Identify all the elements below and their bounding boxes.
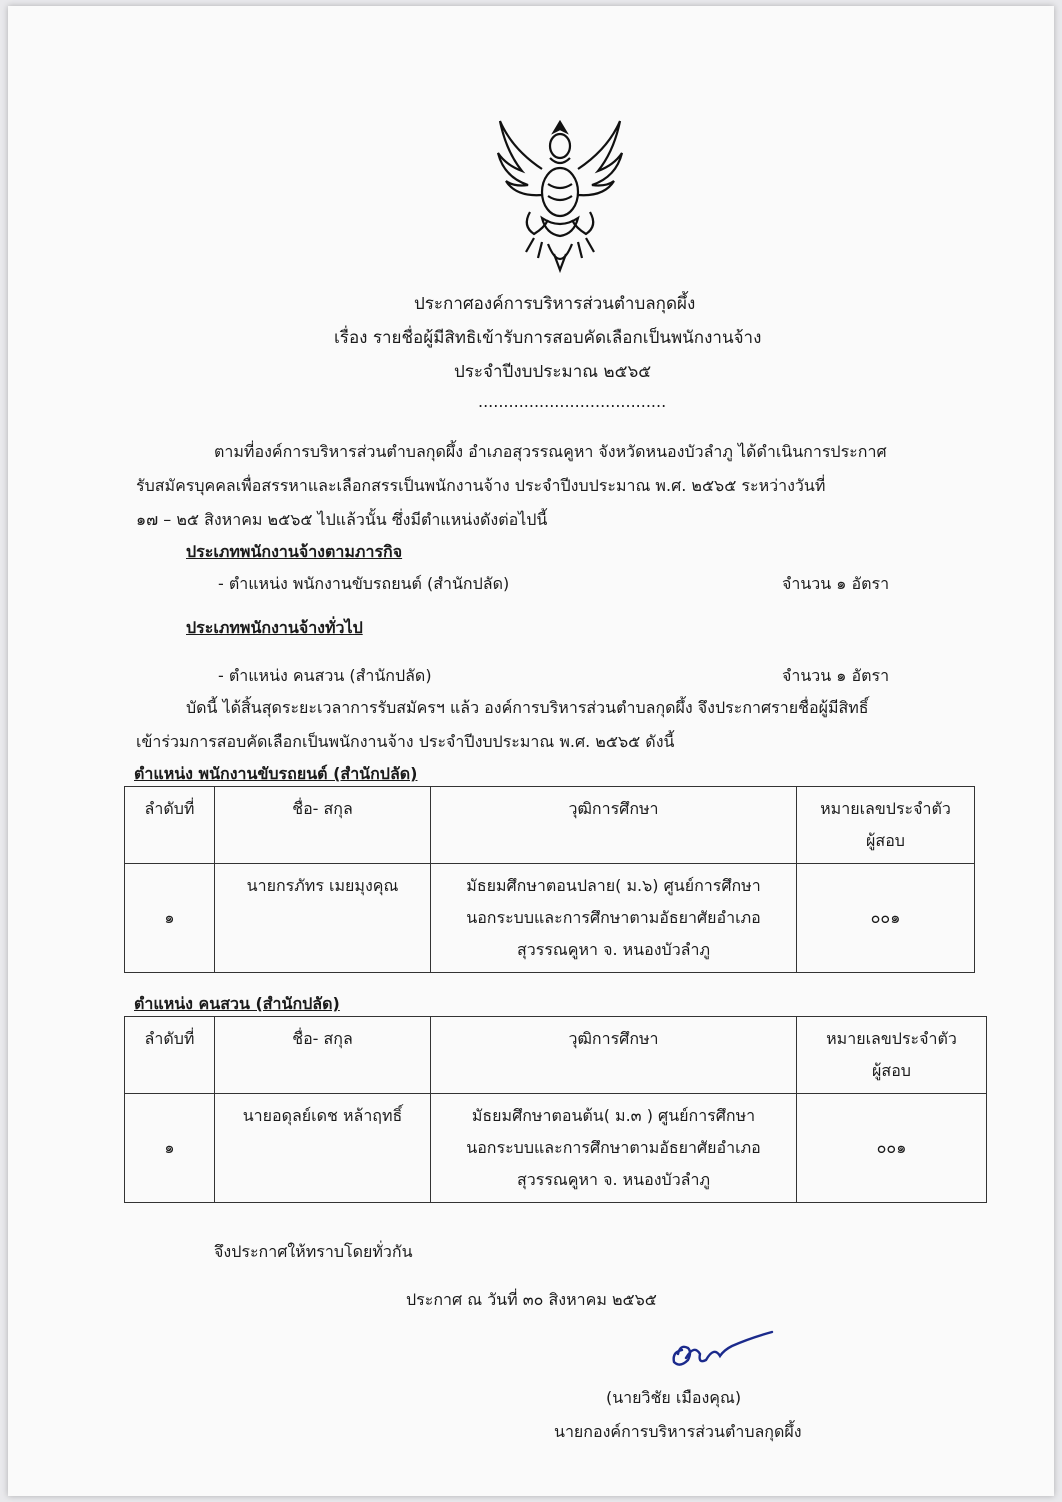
- intro-line-3: ๑๗ – ๒๕ สิงหาคม ๒๕๖๕ ไปแล้วนั้น ซึ่งมีตำแหน่งดังต่อไปนี้: [136, 510, 548, 529]
- garuda-emblem-icon: [492, 114, 628, 274]
- row-education: มัธยมศึกษาตอนปลาย( ม.๖) ศูนย์การศึกษา นอกระบบและการศึกษาตามอัธยาศัยอำเภอ สุวรรณคูหา จ. หนองบัวลำภู: [431, 864, 797, 973]
- col-no: ลำดับที่: [125, 787, 215, 864]
- header-line-2: เรื่อง รายชื่อผู้มีสิทธิเข้ารับการสอบคัดเลือกเป็นพนักงานจ้าง: [334, 328, 762, 348]
- signer-title: นายกองค์การบริหารส่วนตำบลกุดผึ้ง: [554, 1422, 802, 1441]
- table-header-row: [125, 1017, 987, 1094]
- header-line-1: ประกาศองค์การบริหารส่วนตำบลกุดผึ้ง: [414, 294, 696, 314]
- category1-heading: ประเภทพนักงานจ้างตามภารกิจ: [186, 542, 403, 561]
- candidate-table-1: [124, 786, 975, 973]
- header-divider-dots: .....................................: [478, 392, 667, 411]
- col-education: วุฒิการศึกษา: [431, 787, 797, 864]
- category1-count: จำนวน ๑ อัตรา: [782, 574, 890, 593]
- closing-line-2: เข้าร่วมการสอบคัดเลือกเป็นพนักงานจ้าง ประจำปีงบประมาณ พ.ศ. ๒๕๖๕ ดังนี้: [136, 732, 675, 751]
- col-name: ชื่อ- สกุล: [215, 787, 431, 864]
- category1-item: - ตำแหน่ง พนักงานขับรถยนต์ (สำนักปลัด): [218, 574, 510, 593]
- intro-line-1: ตามที่องค์การบริหารส่วนตำบลกุดผึ้ง อำเภอสุวรรณคูหา จังหวัดหนองบัวลำภู ได้ดำเนินการประกาศ: [214, 442, 887, 461]
- col-name: ชื่อ- สกุล: [215, 1017, 431, 1094]
- row-name: นายกรภัทร เมยมุงคุณ: [215, 864, 431, 973]
- col-education: วุฒิการศึกษา: [431, 1017, 797, 1094]
- row-education: มัธยมศึกษาตอนต้น( ม.๓ ) ศูนย์การศึกษา นอกระบบและการศึกษาตามอัธยาศัยอำเภอ สุวรรณคูหา จ. หนองบัวลำภู: [431, 1094, 797, 1203]
- signature-icon: [664, 1328, 774, 1372]
- table2-title: ตำแหน่ง คนสวน (สำนักปลัด): [134, 994, 340, 1013]
- table1-title: ตำแหน่ง พนักงานขับรถยนต์ (สำนักปลัด): [134, 764, 418, 783]
- col-no: ลำดับที่: [125, 1017, 215, 1094]
- closing-line-1: บัดนี้ ได้สิ้นสุดระยะเวลาการรับสมัครฯ แล้ว องค์การบริหารส่วนตำบลกุดผึ้ง จึงประกาศรายชื่อผู้มีสิทธิ์: [186, 698, 869, 717]
- row-no: ๑: [125, 864, 215, 973]
- signer-name: (นายวิชัย เมืองคุณ): [606, 1388, 742, 1407]
- document-page: [8, 6, 1054, 1496]
- category2-heading: ประเภทพนักงานจ้างทั่วไป: [186, 618, 363, 637]
- row-exam-id: ๐๐๑: [797, 864, 975, 973]
- col-exam-id: หมายเลขประจำตัว ผู้สอบ: [797, 1017, 987, 1094]
- intro-line-2: รับสมัครบุคคลเพื่อสรรหาและเลือกสรรเป็นพนักงานจ้าง ประจำปีงบประมาณ พ.ศ. ๒๕๖๕ ระหว่างวันที่: [136, 476, 826, 495]
- category2-item: - ตำแหน่ง คนสวน (สำนักปลัด): [218, 666, 432, 685]
- announce-date: ประกาศ ณ วันที่ ๓๐ สิงหาคม ๒๕๖๕: [406, 1290, 657, 1309]
- candidate-table-2: [124, 1016, 987, 1203]
- table-row: [125, 1094, 987, 1203]
- category2-count: จำนวน ๑ อัตรา: [782, 666, 890, 685]
- row-name: นายอดุลย์เดช หล้าฤทธิ์: [215, 1094, 431, 1203]
- table-header-row: [125, 787, 975, 864]
- row-exam-id: ๐๐๑: [797, 1094, 987, 1203]
- header-line-3: ประจำปีงบประมาณ ๒๕๖๕: [454, 362, 652, 382]
- row-no: ๑: [125, 1094, 215, 1203]
- col-exam-id: หมายเลขประจำตัว ผู้สอบ: [797, 787, 975, 864]
- announce-text: จึงประกาศให้ทราบโดยทั่วกัน: [214, 1242, 413, 1261]
- table-row: [125, 864, 975, 973]
